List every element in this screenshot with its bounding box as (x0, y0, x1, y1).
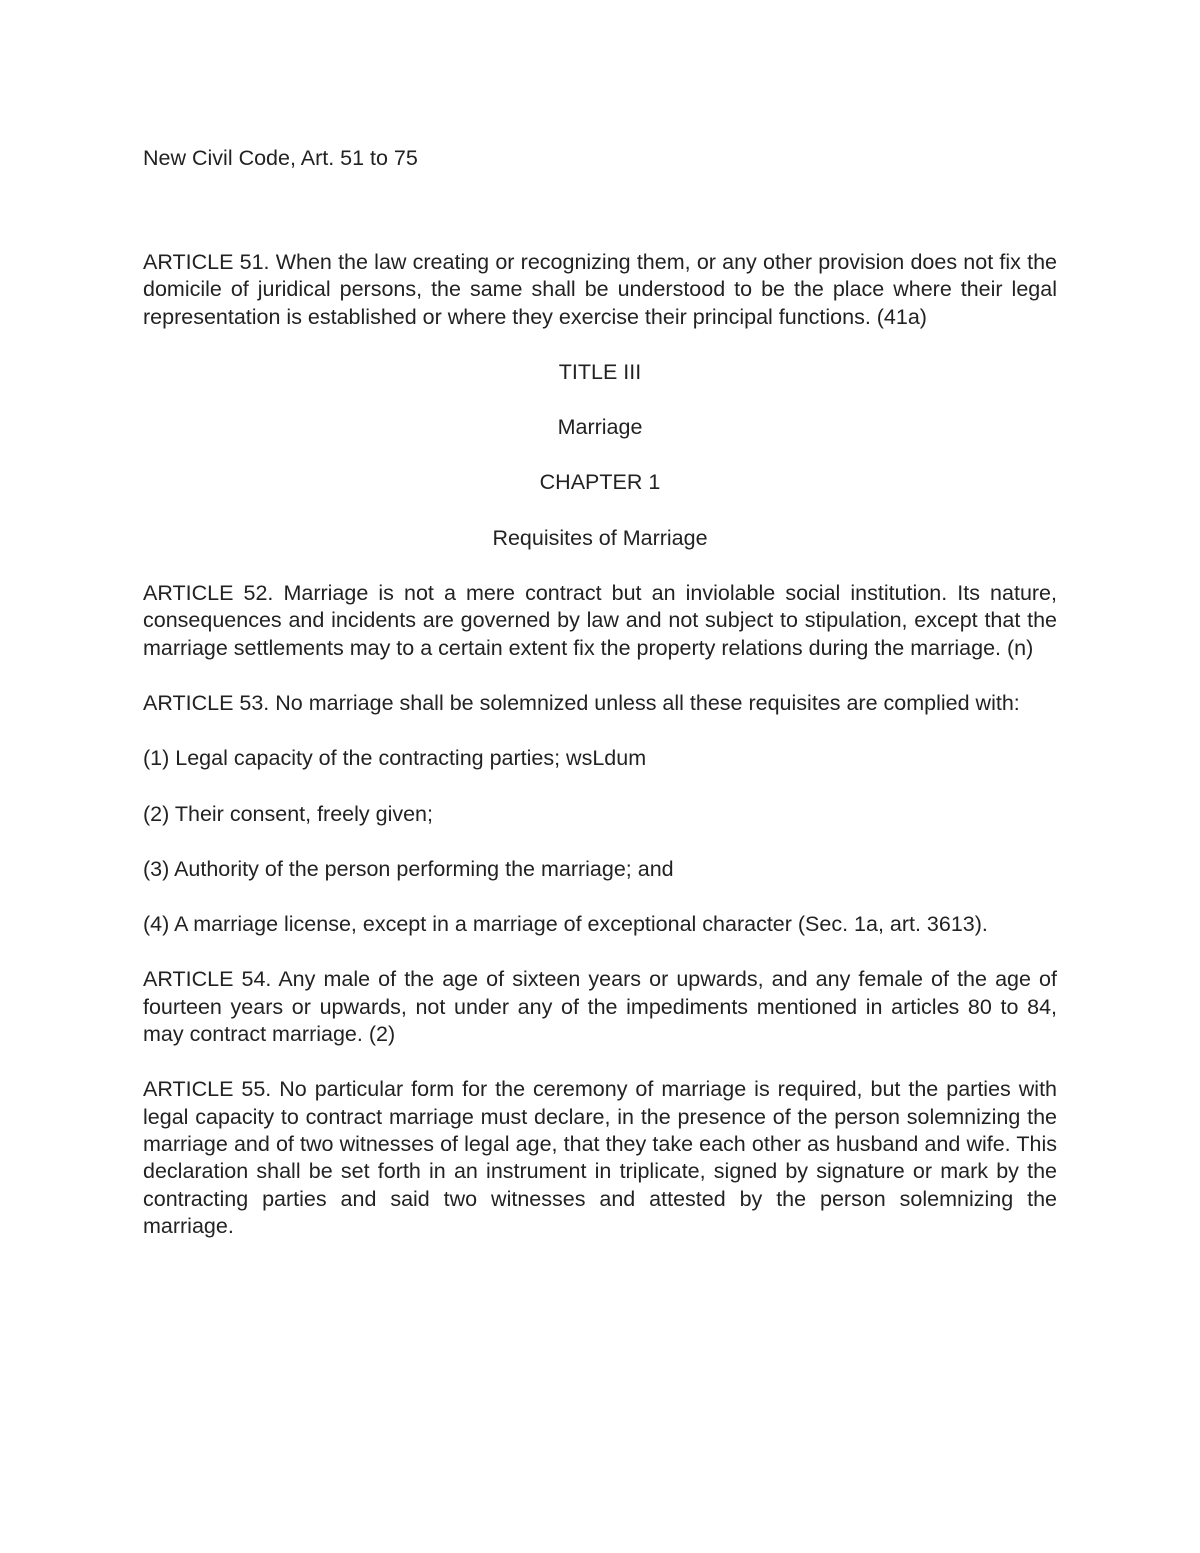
document-title: New Civil Code, Art. 51 to 75 (143, 146, 418, 170)
spacer (143, 497, 1057, 525)
article-55: ARTICLE 55. No particular form for the ceremony of marriage is required, but the parties with legal capacity to contract marriage must declare, in the presence of the person solemnizing the marriage and of two witnesses of legal age, that they take each other as husband and wife. This declaration shall be set forth in an instrument in triplicate, signed by signature or mark by the contracting parties and said two witnesses and attested by the person solemnizing the marriage. (143, 1077, 1057, 1238)
spacer (143, 386, 1057, 414)
chapter-name: Requisites of Marriage (492, 525, 708, 550)
requisite-3: (3) Authority of the person performing the marriage; and (143, 856, 674, 881)
requisite-4: (4) A marriage license, except in a marriage of exceptional character (Sec. 1a, art. 3613). (143, 912, 988, 937)
spacer (143, 883, 1057, 911)
article-54: ARTICLE 54. Any male of the age of sixteen years or upwards, and any female of the age of fourteen years or upwards, not under any of the impediments mentioned in articles 80 to 84, may contract marriage. (2) (143, 967, 1057, 1047)
spacer (143, 331, 1057, 359)
requisite-2: (2) Their consent, freely given; (143, 801, 433, 826)
spacer (143, 717, 1057, 745)
article-52: ARTICLE 52. Marriage is not a mere contract but an inviolable social institution. Its nature, consequences and incidents are governed by law and not subject to stipulation, except that the marriage settlements may to a certain extent fix the property relations during the marriage. (n) (143, 581, 1057, 660)
requisite-1: (1) Legal capacity of the contracting parties; wsLdum (143, 746, 647, 771)
spacer (143, 938, 1057, 966)
article-51: ARTICLE 51. When the law creating or recognizing them, or any other provision does not fix the domicile of juridical persons, the same shall be understood to be the place where their legal representation is established or where they exercise their principal functions. (41a) (143, 250, 1057, 329)
spacer (143, 773, 1057, 801)
article-53: ARTICLE 53. No marriage shall be solemnized unless all these requisites are complied with: (143, 690, 1020, 715)
document-page (143, 140, 1057, 1240)
spacer (143, 176, 1057, 249)
spacer (143, 662, 1057, 690)
spacer (143, 552, 1057, 580)
spacer (143, 1048, 1057, 1076)
title-name: Marriage (557, 415, 643, 440)
spacer (143, 441, 1057, 469)
chapter-heading: CHAPTER 1 (539, 470, 661, 495)
title-heading: TITLE III (558, 359, 642, 384)
spacer (143, 828, 1057, 856)
